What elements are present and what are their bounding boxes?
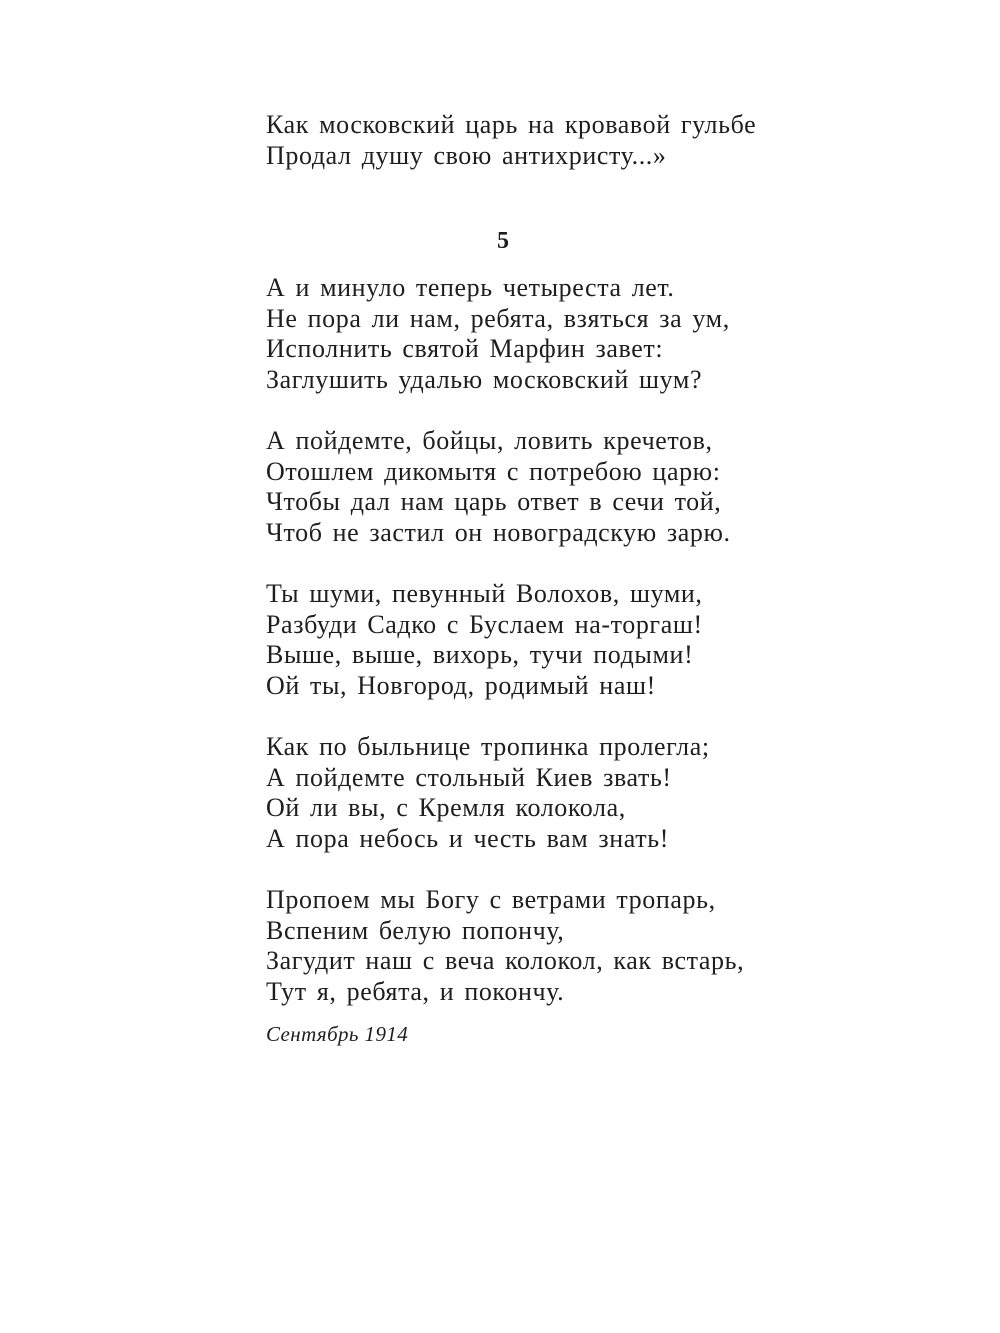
poem-line: Тут я, ребята, и покончу. [266,976,565,1006]
poem-line: Как по быльнице тропинка пролегла; [266,732,710,762]
poem-line: Чтоб не застил он новоградскую зарю. [266,517,731,547]
poem-date: Сентябрь 1914 [266,1022,409,1047]
poem-line: Продал душу свою антихристу...» [266,140,667,170]
stanza-4 [266,732,806,854]
poem-line: Ой ли вы, с Кремля колокола, [266,793,626,823]
intro-stanza [266,110,806,171]
poem-line: А пойдемте стольный Киев звать! [266,762,672,792]
poem-line: Разбуди Садко с Буслаем на-торгаш! [266,609,703,639]
poem-line: Пропоем мы Богу с ветрами тропарь, [266,885,716,915]
poem-line: Чтобы дал нам царь ответ в сечи той, [266,487,722,517]
poem-line: Ой ты, Новгород, родимый наш! [266,670,656,700]
poem-line: А пора небось и честь вам знать! [266,823,669,853]
section-number: 5 [497,228,509,255]
poem-line: А и минуло теперь четыреста лет. [266,273,675,303]
poem-column [266,110,806,1047]
poem-line: Исполнить святой Марфин завет: [266,334,664,364]
poem-line: Загудит наш с веча колокол, как встарь, [266,946,745,976]
poem-line: Заглушить удалью московский шум? [266,364,703,394]
poem-line: Как московский царь на кровавой гульбе [266,110,757,139]
poem-line: Выше, выше, вихорь, тучи подыми! [266,640,694,670]
poem-line: Ты шуми, певунный Волохов, шуми, [266,579,703,609]
poem-line: А пойдемте, бойцы, ловить кречетов, [266,426,713,456]
stanza-5 [266,885,806,1007]
stanza-1 [266,273,806,395]
poem-line: Отошлем дикомытя с потребою царю: [266,456,721,486]
stanza-3 [266,579,806,701]
poem-line: Вспеним белую попончу, [266,915,565,945]
stanza-2 [266,426,806,548]
poem-line: Не пора ли нам, ребята, взяться за ум, [266,303,730,333]
